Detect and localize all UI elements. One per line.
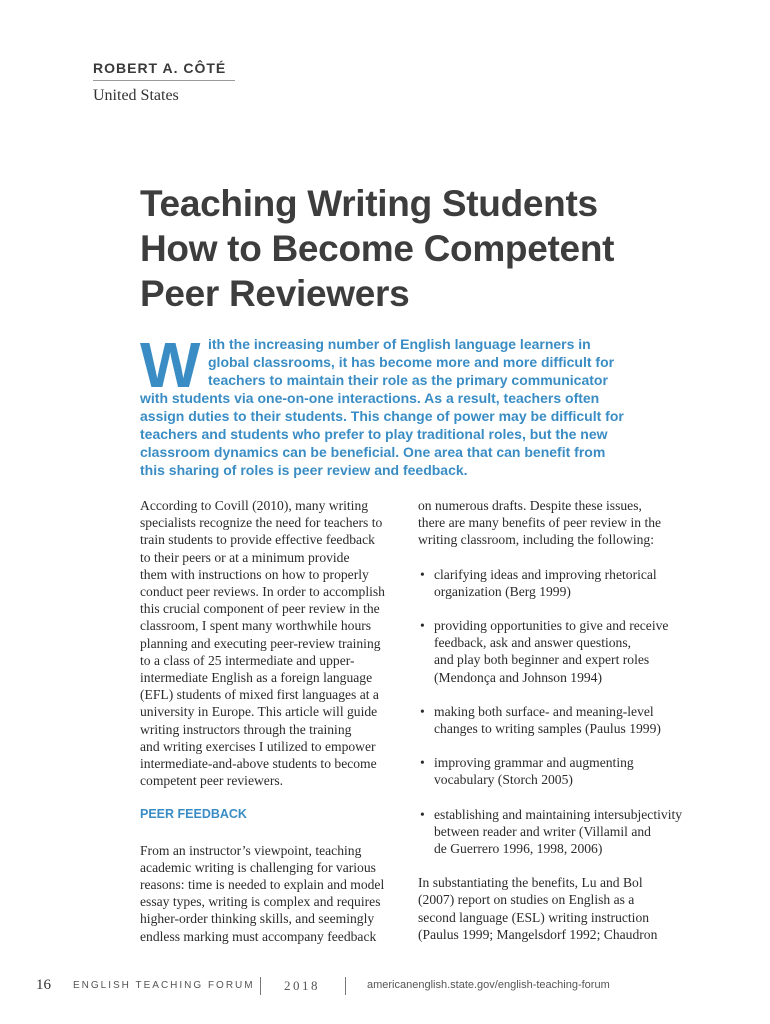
text-line: essay types, writing is complex and requires — [140, 894, 381, 910]
text-line: on numerous drafts. Despite these issues, — [418, 498, 642, 513]
bullet-item — [418, 703, 688, 737]
text-line: According to Covill (2010), many writing — [140, 498, 369, 513]
text-line: intermediate English as a foreign language — [140, 670, 373, 686]
intro-line: with students via one-on-one interactions. As a result, teachers often — [140, 390, 600, 406]
text-line: between reader and writer (Villamil and — [434, 823, 651, 839]
bullet-icon: • — [420, 703, 425, 719]
text-line: conduct peer reviews. In order to accomplish — [140, 584, 385, 600]
text-line: planning and executing peer-review training — [140, 635, 381, 651]
text-line: train students to provide effective feedback — [140, 532, 375, 548]
intro-line: classroom dynamics can be beneficial. One area that can benefit from — [140, 444, 606, 460]
text-line: feedback, ask and answer questions, — [434, 635, 632, 651]
bullet-icon: • — [420, 806, 425, 822]
text-line: academic writing is challenging for various — [140, 859, 376, 875]
footer-divider — [345, 977, 346, 995]
publication-url[interactable]: americanenglish.state.gov/english-teaching-forum — [367, 979, 610, 991]
text-line: (2007) report on studies on English as a — [418, 892, 635, 908]
text-line: changes to writing samples (Paulus 1999) — [434, 721, 661, 737]
author-country: United States — [93, 87, 179, 104]
body-paragraph — [140, 842, 400, 945]
text-line: (EFL) students of mixed first languages at a — [140, 687, 379, 703]
text-line: endless marking must accompany feedback — [140, 928, 377, 944]
text-line: intermediate-and-above students to become — [140, 756, 377, 772]
bullet-item — [418, 754, 688, 788]
drop-cap: W — [140, 329, 201, 401]
text-line: From an instructor’s viewpoint, teaching — [140, 842, 362, 858]
text-line: second language (ESL) writing instruction — [418, 909, 650, 925]
title-line: Teaching Writing Students — [140, 183, 598, 224]
footer-divider — [260, 977, 261, 995]
bullet-item — [418, 566, 688, 600]
text-line: providing opportunities to give and receive — [434, 618, 669, 634]
bullet-icon: • — [420, 755, 425, 771]
bullet-item — [418, 617, 688, 686]
text-line: classroom, I spent many worthwhile hours — [140, 618, 372, 634]
intro-line: global classrooms, it has become more and more difficult for — [208, 354, 615, 370]
intro-line: this sharing of roles is peer review and feedback. — [140, 462, 468, 478]
intro-line: teachers to maintain their role as the primary communicator — [208, 372, 608, 388]
bullet-icon: • — [420, 566, 425, 582]
text-line: specialists recognize the need for teachers to — [140, 515, 383, 531]
text-line: and writing exercises I utilized to empower — [140, 738, 376, 754]
title-line: Peer Reviewers — [140, 273, 410, 314]
text-line: writing classroom, including the following: — [418, 532, 654, 548]
text-line: making both surface- and meaning-level — [434, 703, 654, 719]
publication-year: 2018 — [284, 978, 320, 993]
text-line: vocabulary (Storch 2005) — [434, 772, 573, 788]
text-line: higher-order thinking skills, and seemingly — [140, 911, 375, 927]
text-line: university in Europe. This article will guide — [140, 704, 378, 720]
bullet-item — [418, 806, 688, 858]
intro-line: teachers and students who prefer to play traditional roles, but the new — [140, 426, 608, 442]
body-paragraph — [140, 497, 400, 789]
page-number: 16 — [36, 977, 51, 993]
bullet-icon: • — [420, 618, 425, 634]
text-line: competent peer reviewers. — [140, 773, 284, 789]
text-line: de Guerrero 1996, 1998, 2006) — [434, 841, 603, 857]
text-line: this crucial component of peer review in the — [140, 601, 380, 617]
author-block — [93, 60, 235, 105]
text-line: and play both beginner and expert roles — [434, 652, 650, 668]
section-heading: PEER FEEDBACK — [140, 807, 247, 822]
intro-line: assign duties to their students. This change of power may be difficult for — [140, 408, 624, 424]
text-line: improving grammar and augmenting — [434, 755, 634, 771]
text-line: to their peers or at a minimum provide — [140, 549, 350, 565]
text-line: them with instructions on how to properly — [140, 566, 369, 582]
text-line: In substantiating the benefits, Lu and Bol — [418, 875, 643, 891]
body-column-right — [418, 497, 688, 960]
text-line: clarifying ideas and improving rhetorical — [434, 566, 657, 582]
text-line: to a class of 25 intermediate and upper- — [140, 652, 355, 668]
text-line: reasons: time is needed to explain and model — [140, 877, 385, 893]
text-line: organization (Berg 1999) — [434, 583, 571, 599]
article-title — [140, 181, 700, 316]
text-line: there are many benefits of peer review in the — [418, 515, 662, 531]
text-line: writing instructors through the training — [140, 721, 352, 737]
author-name: ROBERT A. CÔTÉ — [93, 60, 235, 81]
text-line: establishing and maintaining intersubjectivity — [434, 806, 683, 822]
text-line: (Mendonça and Johnson 1994) — [434, 669, 603, 685]
body-paragraph — [418, 874, 688, 943]
body-column-left — [140, 497, 400, 962]
title-line: How to Become Competent — [140, 228, 615, 269]
body-paragraph — [418, 497, 688, 549]
text-line: (Paulus 1999; Mangelsdorf 1992; Chaudron — [418, 926, 658, 942]
intro-line: ith the increasing number of English language learners in — [208, 336, 591, 352]
publication-name: ENGLISH TEACHING FORUM — [73, 980, 255, 991]
page-footer — [0, 977, 770, 997]
